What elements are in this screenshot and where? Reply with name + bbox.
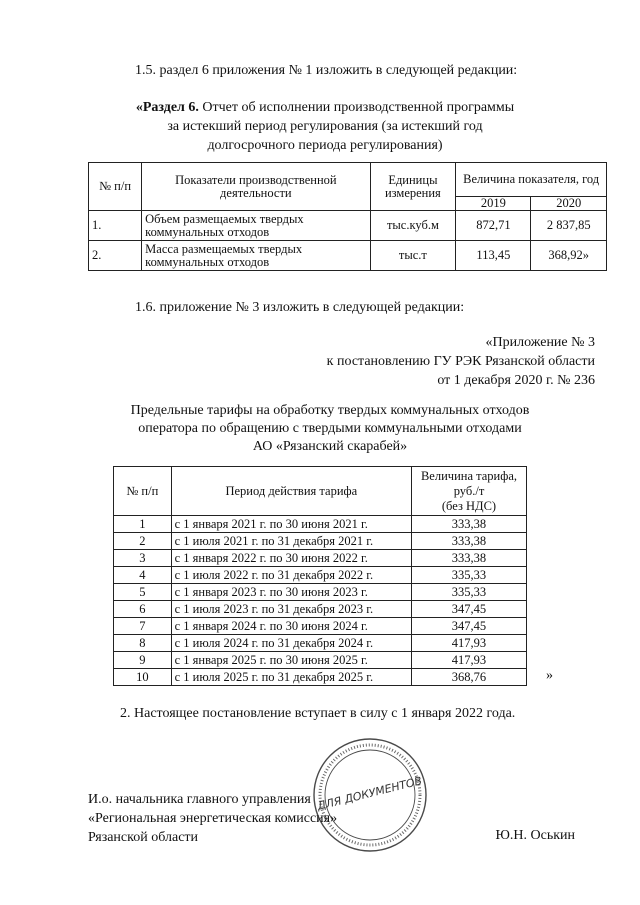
cell-num: 10: [114, 669, 172, 686]
tariff-title-line2: оператора по обращению с твердыми коммунальными отходами: [138, 421, 522, 436]
table-row: [89, 211, 607, 241]
cell-period: с 1 января 2024 г. по 30 июня 2024 г.: [171, 618, 411, 635]
item-2: 2. Настоящее постановление вступает в силу с 1 января 2022 года.: [120, 706, 516, 721]
cell-unit: тыс.т: [370, 241, 456, 271]
cell-num: 2.: [89, 241, 142, 271]
cell-value: 368,76: [411, 669, 526, 686]
table-row: [114, 618, 527, 635]
cell-period: с 1 июля 2025 г. по 31 декабря 2025 г.: [171, 669, 411, 686]
cell-value: 347,45: [411, 618, 526, 635]
stamp-center-text: ДЛЯ ДОКУМЕНТОВ: [315, 774, 424, 813]
cell-num: 5: [114, 584, 172, 601]
signatory-name: Ю.Н. Оськин: [495, 828, 575, 843]
cell-2020: 2 837,85: [531, 211, 607, 241]
table-row: [114, 601, 527, 618]
cell-num: 1: [114, 516, 172, 533]
cell-num: 7: [114, 618, 172, 635]
th-tariff-line1: Величина тарифа,: [420, 468, 517, 483]
cell-value: 335,33: [411, 584, 526, 601]
cell-value: 417,93: [411, 635, 526, 652]
appendix-line2: к постановлению ГУ РЭК Рязанской области: [326, 354, 595, 369]
table-row: [114, 550, 527, 567]
cell-value: 333,38: [411, 550, 526, 567]
cell-2019: 872,71: [456, 211, 531, 241]
item-1-5: 1.5. раздел 6 приложения № 1 изложить в следующей редакции:: [135, 63, 518, 78]
cell-num: 6: [114, 601, 172, 618]
appendix-line3: от 1 декабря 2020 г. № 236: [437, 373, 595, 388]
cell-period: с 1 июля 2024 г. по 31 декабря 2024 г.: [171, 635, 411, 652]
cell-name: Масса размещаемых твердых коммунальных отходов: [142, 241, 370, 271]
cell-num: 3: [114, 550, 172, 567]
cell-period: с 1 января 2021 г. по 30 июня 2021 г.: [171, 516, 411, 533]
cell-period: с 1 июля 2023 г. по 31 декабря 2023 г.: [171, 601, 411, 618]
signature-block: [88, 790, 418, 847]
cell-num: 4: [114, 567, 172, 584]
section6-title-line2: за истекший период регулирования (за истекший год: [167, 119, 483, 134]
cell-period: с 1 января 2022 г. по 30 июня 2022 г.: [171, 550, 411, 567]
signature-line3: Рязанской области: [88, 830, 199, 845]
th-unit: Единицы измерения: [370, 163, 456, 211]
tariff-table: [113, 466, 527, 686]
cell-num: 8: [114, 635, 172, 652]
cell-value: 335,33: [411, 567, 526, 584]
signature-line2: «Региональная энергетическая комиссия»: [88, 811, 338, 826]
th-tariff-line2: руб./т: [453, 483, 485, 498]
cell-num: 2: [114, 533, 172, 550]
th-num: № п/п: [114, 467, 172, 516]
cell-2020: 368,92»: [531, 241, 607, 271]
table-row: [114, 652, 527, 669]
cell-period: с 1 января 2025 г. по 30 июня 2025 г.: [171, 652, 411, 669]
cell-period: с 1 июля 2021 г. по 31 декабря 2021 г.: [171, 533, 411, 550]
th-tariff-line3: (без НДС): [441, 498, 497, 513]
appendix-line1: «Приложение № 3: [485, 335, 595, 350]
th-num: № п/п: [89, 163, 142, 211]
table-row: [114, 567, 527, 584]
cell-value: 333,38: [411, 533, 526, 550]
production-table: [88, 162, 607, 271]
cell-period: с 1 июля 2022 г. по 31 декабря 2022 г.: [171, 567, 411, 584]
tariff-title: [80, 402, 580, 456]
th-year-2020: 2020: [531, 197, 607, 211]
table-row: [114, 516, 527, 533]
th-tariff: [411, 467, 526, 516]
table-row: [89, 241, 607, 271]
cell-num: 1.: [89, 211, 142, 241]
section6-title-bold: «Раздел 6.: [135, 100, 199, 115]
signature-line1: И.о. начальника главного управления: [88, 792, 311, 807]
cell-name: Объем размещаемых твердых коммунальных отходов: [142, 211, 370, 241]
th-year-2019: 2019: [456, 197, 531, 211]
table-row: [114, 584, 527, 601]
cell-value: 347,45: [411, 601, 526, 618]
table-row: [114, 669, 527, 686]
cell-unit: тыс.куб.м: [370, 211, 456, 241]
section6-title-line3: долгосрочного периода регулирования): [207, 138, 443, 153]
cell-2019: 113,45: [456, 241, 531, 271]
section6-title-rest: Отчет об исполнении производственной программы: [198, 100, 515, 115]
tariff-title-line3: АО «Рязанский скарабей»: [252, 439, 408, 454]
cell-num: 9: [114, 652, 172, 669]
cell-value: 333,38: [411, 516, 526, 533]
th-indicator: Показатели производственной деятельности: [142, 163, 370, 211]
appendix-header: [240, 333, 595, 390]
tariff-title-line1: Предельные тарифы на обработку твердых коммунальных отходов: [130, 403, 530, 418]
th-value: Величина показателя, год: [456, 163, 607, 197]
cell-period: с 1 января 2023 г. по 30 июня 2023 г.: [171, 584, 411, 601]
section6-title-line1: [90, 98, 560, 117]
cell-value: 417,93: [411, 652, 526, 669]
closing-quote: »: [546, 668, 553, 683]
table-row: [114, 533, 527, 550]
section6-title: [90, 98, 560, 155]
item-1-6: 1.6. приложение № 3 изложить в следующей редакции:: [135, 300, 465, 315]
th-period: Период действия тарифа: [171, 467, 411, 516]
table-row: [114, 635, 527, 652]
